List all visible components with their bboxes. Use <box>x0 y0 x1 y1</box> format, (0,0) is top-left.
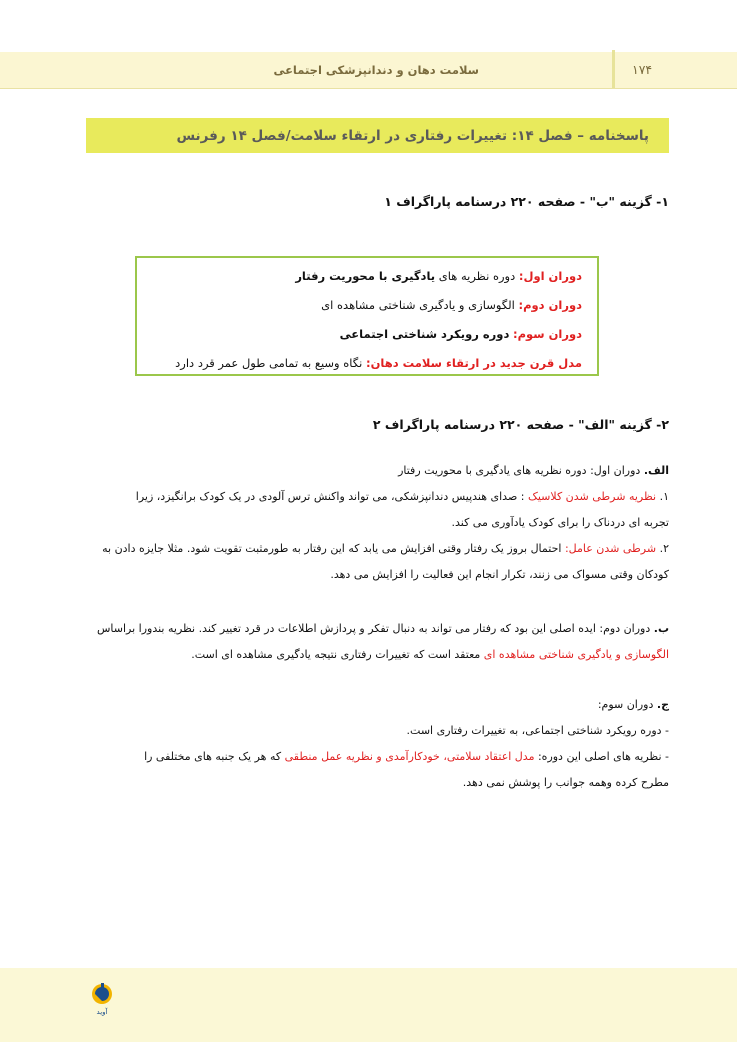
be-line-2 <box>69 642 669 668</box>
jim-line-2-a: - نظریه های اصلی این دوره: <box>537 750 669 763</box>
alef-item-1-text: : صدای هندپیس دندانپزشکی، می تواند واکنش ترس آلودی در یک کودک برانگیزد، زیرا <box>135 490 525 503</box>
box-line-2 <box>145 291 582 320</box>
alef-item-2-num: ۲. <box>659 542 669 555</box>
jim-title-line <box>69 692 669 718</box>
section-be <box>69 616 669 668</box>
alef-label: الف. <box>643 464 669 477</box>
avid-logo-icon <box>85 980 119 1020</box>
be-label: ب. <box>653 622 669 635</box>
alef-item-1-num: ۱. <box>659 490 669 503</box>
jim-line-2 <box>69 744 669 770</box>
svg-text:آوید: آوید <box>96 1008 108 1016</box>
alef-item-2-text: احتمال بروز یک رفتار وقتی افزایش می یابد که این رفتار به طورمثبت تقویت شود. مثلا جایزه دادن به <box>102 542 562 555</box>
box-line-1 <box>145 262 582 291</box>
jim-line-1: - دوره رویکرد شناختی اجتماعی، به تغییرات رفتاری است. <box>406 724 669 737</box>
be-text-2: معتقد است که تغییرات رفتاری نتیجه یادگیری مشاهده ای است. <box>191 648 481 661</box>
box-line-2-label: دوران دوم: <box>518 298 582 312</box>
box-line-1-plain: دوره نظریه های <box>438 269 516 283</box>
be-text: دوران دوم: ایده اصلی این بود که رفتار می تواند به دنبال تفکر و پردازش اطلاعات در قرد تغییر کند. نظریه بندورا براساس <box>96 622 651 635</box>
header-divider <box>612 50 615 88</box>
alef-item-1-red: نظریه شرطی شدن کلاسیک <box>528 490 657 503</box>
box-line-3 <box>145 320 582 349</box>
banner-title: پاسخنامه – فصل ۱۴: تغییرات رفتاری در ارتقاء سلامت/فصل ۱۴ رفرنس <box>176 127 649 144</box>
jim-line-3: مطرح کرده وهمه جوانب را پوشش نمی دهد. <box>462 776 669 789</box>
be-red: الگوسازی و یادگیری شناختی مشاهده ای <box>483 648 669 661</box>
jim-line-2-red: مدل اعتقاد سلامتی، خودکارآمدی و نظریه عمل منطقی <box>284 750 535 763</box>
be-line-1 <box>69 616 669 642</box>
jim-label: ج. <box>656 698 669 711</box>
jim-text: دوران سوم: <box>597 698 654 711</box>
box-line-4-label: مدل قرن جدید در ارتقاء سلامت دهان: <box>366 356 582 370</box>
alef-item-1-cont: تجربه ای دردناک را برای کودک یادآوری می کند. <box>451 516 669 529</box>
summary-box <box>135 256 599 376</box>
avid-logo <box>85 980 119 1020</box>
section-alef <box>69 458 669 588</box>
box-line-1-label: دوران اول: <box>518 269 582 283</box>
chapter-banner <box>86 118 669 153</box>
alef-text: دوران اول: دوره نظریه های یادگیری با محوریت رفتار <box>398 464 641 477</box>
page-number: ۱۷۴ <box>632 62 653 77</box>
box-line-3-text: دوره رویکرد شناختی اجتماعی <box>339 327 510 341</box>
box-line-1-bold: یادگیری با محوریت رفتار <box>295 269 436 283</box>
question-2-heading: ۲- گزینه "الف" - صفحه ۲۲۰ درسنامه پاراگراف ۲ <box>372 417 669 432</box>
alef-item-2-red: شرطی شدن عامل: <box>564 542 657 555</box>
alef-item-1 <box>69 484 669 510</box>
box-line-4 <box>145 349 582 378</box>
jim-line-2-b: که هر یک جنبه های مختلفی را <box>144 750 282 763</box>
section-jim <box>69 692 669 796</box>
alef-title-line <box>69 458 669 484</box>
box-line-3-label: دوران سوم: <box>513 327 582 341</box>
header-title: سلامت دهان و دندانپزشکی اجتماعی <box>273 63 479 77</box>
alef-item-2 <box>69 536 669 562</box>
box-line-2-text: الگوسازی و یادگیری شناختی مشاهده ای <box>321 298 515 312</box>
alef-item-2-cont: کودکان وقتی مسواک می زنند، تکرار انجام این فعالیت را افزایش می دهد. <box>330 568 669 581</box>
question-1-heading: ۱- گزینه "ب" - صفحه ۲۲۰ درسنامه پاراگراف ۱ <box>384 194 669 209</box>
box-line-4-text: نگاه وسیع به تمامی طول عمر قرد دارد <box>175 356 363 370</box>
